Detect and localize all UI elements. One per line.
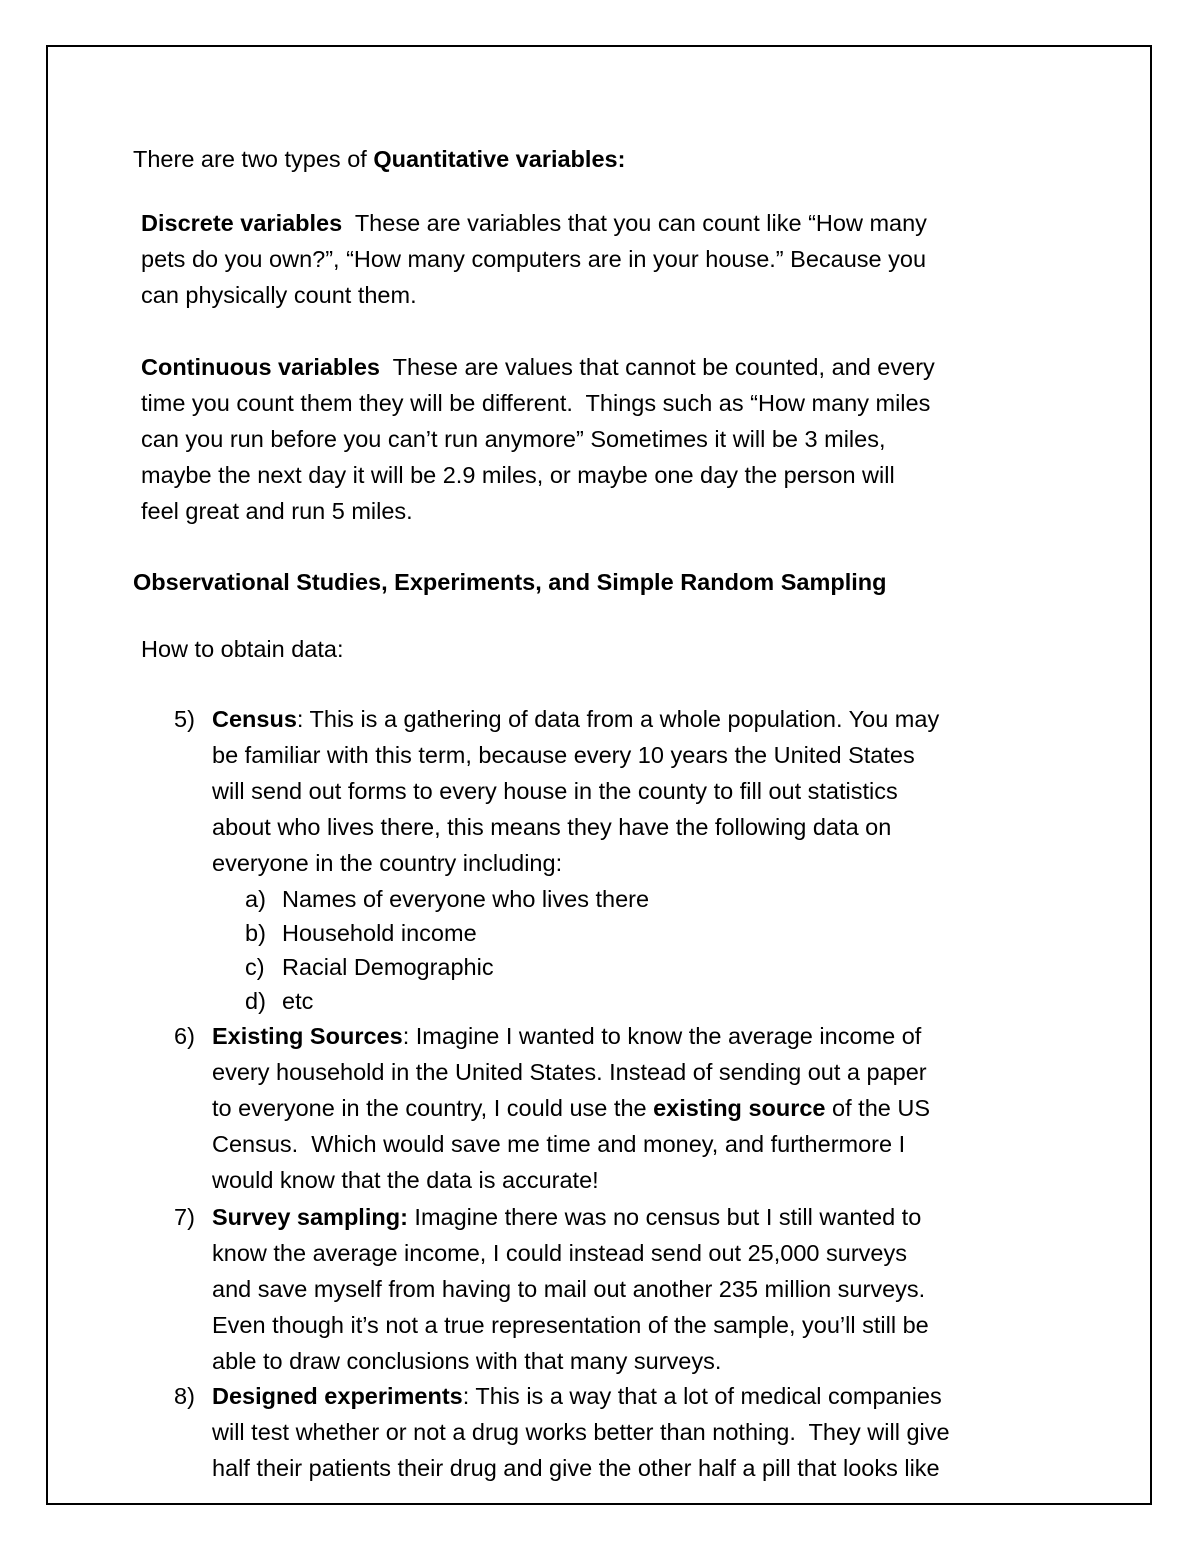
list-number: 8)	[174, 1383, 195, 1409]
list-number: 5)	[174, 706, 195, 732]
experiments-line-1: : This is a way that a lot of medical companies	[462, 1383, 942, 1409]
continuous-term: Continuous variables	[141, 354, 380, 380]
discrete-line-3: can physically count them.	[141, 282, 417, 308]
sub-letter: a)	[245, 886, 266, 912]
existing-line-2: every household in the United States. Instead of sending out a paper	[212, 1059, 927, 1085]
discrete-line-2: pets do you own?”, “How many computers are in your house.” Because you	[141, 246, 927, 272]
existing-line-5: would know that the data is accurate!	[212, 1167, 599, 1193]
intro-text: There are two types of	[133, 146, 374, 172]
discrete-term: Discrete variables	[141, 210, 343, 236]
continuous-paragraph	[141, 349, 935, 529]
experiments-term: Designed experiments	[212, 1383, 463, 1409]
existing-line-3-pre: to everyone in the country, I could use the	[212, 1095, 654, 1121]
survey-line-2: know the average income, I could instead send out 25,000 surveys	[212, 1240, 907, 1266]
survey-line-1: Imagine there was no census but I still wanted to	[407, 1204, 922, 1230]
discrete-line-1: These are variables that you can count like “How many	[342, 210, 927, 236]
list-number: 6)	[174, 1023, 195, 1049]
census-line-5: everyone in the country including:	[212, 850, 563, 876]
section-heading: Observational Studies, Experiments, and Simple Random Sampling	[133, 569, 887, 595]
census-line-3: will send out forms to every house in the county to fill out statistics	[212, 778, 898, 804]
survey-term: Survey sampling:	[212, 1204, 408, 1230]
survey-line-5: able to draw conclusions with that many surveys.	[212, 1348, 722, 1374]
discrete-paragraph	[141, 205, 927, 313]
list-number: 7)	[174, 1204, 195, 1230]
existing-line-3-post: of the US	[825, 1095, 931, 1121]
existing-line-1: : Imagine I wanted to know the average income of	[402, 1023, 922, 1049]
sub-letter: b)	[245, 920, 266, 946]
census-line-2: be familiar with this term, because every 10 years the United States	[212, 742, 915, 768]
experiments-line-3: half their patients their drug and give the other half a pill that looks like	[212, 1455, 940, 1481]
intro-line	[133, 141, 625, 177]
continuous-line-2: time you count them they will be different. Things such as “How many miles	[141, 390, 931, 416]
survey-line-3: and save myself from having to mail out another 235 million surveys.	[212, 1276, 926, 1302]
intro-bold: Quantitative variables:	[373, 146, 626, 172]
existing-source-bold: existing source	[653, 1095, 826, 1121]
continuous-line-1: These are values that cannot be counted, and every	[379, 354, 935, 380]
census-term: Census	[212, 706, 297, 732]
census-line-4: about who lives there, this means they have the following data on	[212, 814, 892, 840]
survey-line-4: Even though it’s not a true representation of the sample, you’ll still be	[212, 1312, 929, 1338]
sub-text: Household income	[282, 920, 477, 946]
existing-sources-term: Existing Sources	[212, 1023, 403, 1049]
sub-letter: c)	[245, 954, 265, 980]
continuous-line-3: can you run before you can’t run anymore” Sometimes it will be 3 miles,	[141, 426, 886, 452]
sub-letter: d)	[245, 988, 266, 1014]
continuous-line-4: maybe the next day it will be 2.9 miles, or maybe one day the person will	[141, 462, 895, 488]
sub-text: etc	[282, 988, 314, 1014]
sub-text: Racial Demographic	[282, 954, 494, 980]
how-to-label: How to obtain data:	[141, 636, 344, 662]
experiments-line-2: will test whether or not a drug works better than nothing. They will give	[212, 1419, 950, 1445]
census-line-1: : This is a gathering of data from a whole population. You may	[296, 706, 940, 732]
sub-text: Names of everyone who lives there	[282, 886, 650, 912]
existing-line-4: Census. Which would save me time and money, and furthermore I	[212, 1131, 906, 1157]
continuous-line-5: feel great and run 5 miles.	[141, 498, 413, 524]
